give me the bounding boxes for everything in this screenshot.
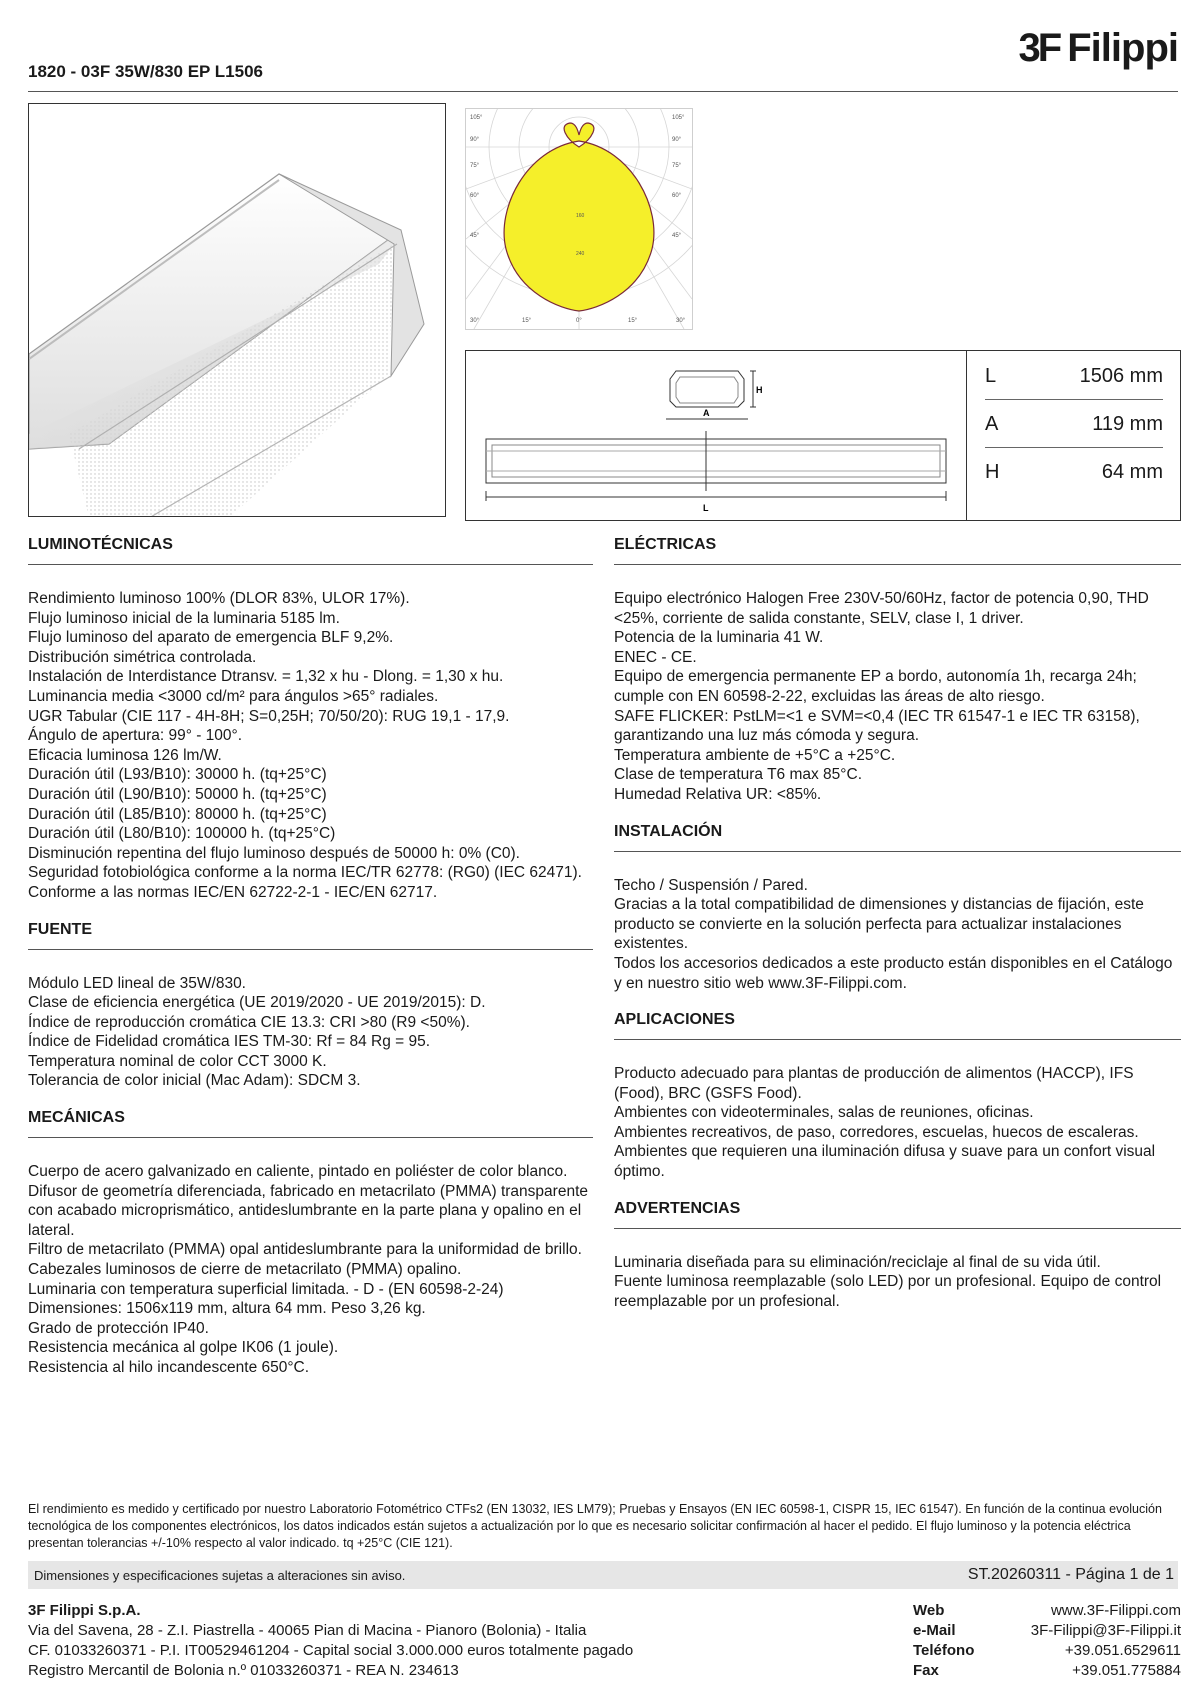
drawing-label-a: A — [703, 408, 710, 418]
spec-line: ENEC - CE. — [614, 648, 697, 666]
spec-line: Módulo LED lineal de 35W/830. — [28, 974, 246, 992]
spec-line: Duración útil (L80/B10): 100000 h. (tq+25°C) — [28, 825, 336, 843]
section-body — [614, 589, 1181, 805]
footer-bar — [28, 1561, 1178, 1589]
spec-line: Luminancia media <3000 cd/m² para ángulos >65° radiales. — [28, 687, 439, 705]
section-aplicaciones — [614, 1011, 1181, 1182]
spec-line: Duración útil (L93/B10): 30000 h. (tq+25°C) — [28, 766, 327, 784]
polar-angle-left-0: 105° — [470, 115, 483, 121]
dimension-key: A — [985, 413, 999, 435]
polar-bottom-2: 0° — [576, 318, 582, 324]
polar-angle-left-4: 45° — [470, 233, 480, 239]
spec-line: Cabezales luminosos de cierre de metacrilato (PMMA) opalino. — [28, 1261, 462, 1279]
spec-line: Conforme a las normas IEC/EN 62722-2-1 - IEC/EN 62717. — [28, 883, 438, 901]
spec-line: Ángulo de apertura: 99° - 100°. — [28, 727, 243, 745]
contact-phone: +39.051.6529611 — [1064, 1642, 1181, 1659]
section-luminotecnicas — [28, 536, 593, 903]
polar-angle-left-1: 90° — [470, 137, 480, 143]
spec-line: Rendimiento luminoso 100% (DLOR 83%, ULOR 17%). — [28, 590, 410, 607]
section-advertencias — [614, 1200, 1181, 1312]
spec-line: Clase de temperatura T6 max 85°C. — [614, 766, 862, 784]
polar-angle-left-3: 60° — [470, 193, 480, 199]
spec-line: Fuente luminosa reemplazable (solo LED) por un profesional. Equipo de control reemplazable por un profesional. — [614, 1273, 1162, 1310]
spec-line: Seguridad fotobiológica conforme a la norma IEC/TR 62778: (RG0) (IEC 62471). — [28, 864, 582, 882]
section-body — [28, 1162, 593, 1378]
contact-email-link[interactable]: 3F-Filippi@3F-Filippi.it — [1030, 1622, 1181, 1639]
contact-row-fax — [913, 1661, 1181, 1681]
spec-line: Grado de protección IP40. — [28, 1319, 209, 1337]
section-mecanicas — [28, 1109, 593, 1378]
company-fiscal: CF. 01033260371 - P.I. IT00529461204 - Capital social 3.000.000 euros totalmente pagado — [28, 1642, 634, 1659]
spec-line: Todos los accesorios dedicados a este producto están disponibles en el Catálogo y en nuestro sitio web www.3F-Filippi.com. — [614, 954, 1173, 992]
spec-line: UGR Tabular (CIE 117 - 4H-8H; S=0,25H; 70/50/20): RUG 19,1 - 17,9. — [28, 707, 510, 725]
section-fuente — [28, 921, 593, 1092]
dimension-row-width — [985, 399, 1163, 448]
section-body — [614, 876, 1181, 994]
dimension-value: 119 mm — [1092, 413, 1163, 435]
spec-line: Ambientes recreativos, de paso, corredores, escuelas, huecos de escaleras. — [614, 1123, 1139, 1141]
spec-line: Luminaria con temperatura superficial limitada. - D - (EN 60598-2-24) — [28, 1280, 504, 1298]
contact-web-link[interactable]: www.3F-Filippi.com — [1050, 1602, 1181, 1619]
spec-line: Disminución repentina del flujo luminoso después de 50000 h: 0% (C0). — [28, 844, 520, 862]
header-divider — [28, 91, 1178, 92]
dimension-value: 64 mm — [1101, 461, 1163, 483]
disclaimer-text: El rendimiento es medido y certificado por nuestro Laboratorio Fotométrico CTFs2 (EN 13032, IES LM79); Pruebas y Ensayos (EN IEC 60598-1, CISPR 15, IEC 61547). En función de la continua evolución tecnológica de los componentes electrónicos, los datos indicados están sujetos a actualización por lo que es necesario solicitar confirmación al hacer el pedido. El flujo luminoso y la potencia eléctrica presentan tolerancias +/-10% respecto al valor indicado. tq +25°C (CIE 121). — [28, 1502, 1162, 1550]
section-heading: FUENTE — [28, 921, 593, 950]
section-body — [28, 589, 593, 903]
spec-line: Ambientes que requieren una iluminación difusa y suave para un confort visual óptimo. — [614, 1143, 1156, 1181]
polar-angle-right-4: 45° — [672, 233, 682, 239]
spec-line: Equipo electrónico Halogen Free 230V-50/60Hz, factor de potencia 0,90, THD <25%, corriente de salida constante, SELV, clase I, 1 driver. — [614, 590, 1149, 627]
specs-notice: Dimensiones y especificaciones sujetas a alteraciones sin aviso. — [34, 1568, 406, 1583]
company-registry: Registro Mercantil de Bolonia n.º 01033260371 - REA N. 234613 — [28, 1662, 459, 1679]
spec-line: Clase de eficiencia energética (UE 2019/2020 - UE 2019/2015): D. — [28, 994, 486, 1012]
dimension-key: H — [985, 461, 1000, 483]
spec-line: Filtro de metacrilato (PMMA) opal antideslumbrante para la uniformidad de brillo. — [28, 1241, 582, 1259]
spec-line: Ambientes con videoterminales, salas de reuniones, oficinas. — [614, 1104, 1034, 1122]
polar-bottom-3: 15° — [628, 318, 638, 324]
spec-line: Cuerpo de acero galvanizado en caliente, pintado en poliéster de color blanco. — [28, 1163, 568, 1181]
spec-line: Producto adecuado para plantas de producción de alimentos (HACCP), IFS (Food), BRC (GSFS Food). — [614, 1065, 1134, 1102]
spec-line: Eficacia luminosa 126 lm/W. — [28, 746, 222, 764]
company-address: Via del Savena, 28 - Z.I. Piastrella - 40065 Pian di Macina - Pianoro (Bolonia) - Italia — [28, 1622, 587, 1639]
polar-angle-right-1: 90° — [672, 137, 682, 143]
contact-row-phone — [913, 1641, 1181, 1661]
contact-label: Web — [913, 1602, 945, 1619]
logo-mark: 3F — [1018, 26, 1060, 70]
spec-line: Equipo de emergencia permanente EP a bordo, autonomía 1h, recarga 24h; cumple con EN 60598-2-22, excluidas las áreas de alto riesgo. — [614, 668, 1137, 705]
dimensions-table — [966, 351, 1181, 520]
spec-line: Instalación de Interdistance Dtransv. = 1,32 x hu - Dlong. = 1,30 x hu. — [28, 668, 504, 686]
spec-line: Humedad Relativa UR: <85%. — [614, 785, 822, 803]
product-photo — [28, 103, 446, 517]
spec-line: Flujo luminoso inicial de la luminaria 5185 lm. — [28, 609, 340, 627]
document-title: 1820 - 03F 35W/830 EP L1506 — [28, 62, 264, 81]
right-column — [614, 536, 1181, 1329]
section-heading: LUMINOTÉCNICAS — [28, 536, 593, 565]
polar-angle-left-2: 75° — [470, 163, 480, 169]
spec-line: Distribución simétrica controlada. — [28, 648, 257, 666]
spec-line: Temperatura nominal de color CCT 3000 K. — [28, 1052, 327, 1070]
spec-line: Techo / Suspensión / Pared. — [614, 876, 808, 894]
section-body — [614, 1064, 1181, 1182]
polar-bottom-0: 30° — [470, 318, 480, 324]
company-info — [28, 1601, 633, 1681]
polar-radial-0: 160 — [576, 213, 585, 219]
spec-line: Resistencia mecánica al golpe IK06 (1 joule). — [28, 1339, 339, 1357]
document-code-page: ST.20260311 - Página 1 de 1 — [967, 1566, 1174, 1583]
contact-row-email — [913, 1621, 1181, 1641]
contact-row-web — [913, 1601, 1181, 1621]
contact-label: Teléfono — [913, 1642, 975, 1659]
section-heading: ELÉCTRICAS — [614, 536, 1181, 565]
polar-light-distribution-diagram — [465, 108, 693, 330]
section-instalacion — [614, 823, 1181, 994]
polar-bottom-4: 30° — [676, 318, 686, 324]
dimensions-panel — [465, 350, 1181, 521]
spec-line: Tolerancia de color inicial (Mac Adam): SDCM 3. — [28, 1072, 361, 1090]
section-heading: ADVERTENCIAS — [614, 1200, 1181, 1229]
spec-line: Duración útil (L90/B10): 50000 h. (tq+25°C) — [28, 785, 327, 803]
section-body — [614, 1253, 1181, 1312]
dimension-row-length — [985, 351, 1163, 400]
dimension-value: 1506 mm — [1079, 365, 1163, 387]
polar-radial-1: 240 — [576, 251, 585, 257]
spec-line: Flujo luminoso del aparato de emergencia BLF 9,2%. — [28, 629, 394, 647]
drawing-label-h: H — [756, 385, 763, 395]
spec-line: Dimensiones: 1506x119 mm, altura 64 mm. Peso 3,26 kg. — [28, 1300, 426, 1318]
section-heading: INSTALACIÓN — [614, 823, 1181, 852]
polar-angle-right-3: 60° — [672, 193, 682, 199]
dimension-key: L — [985, 365, 997, 387]
spec-line: Temperatura ambiente de +5°C a +25°C. — [614, 746, 896, 764]
spec-line: Índice de Fidelidad cromática IES TM-30: Rf = 84 Rg = 95. — [28, 1033, 431, 1051]
section-heading: APLICACIONES — [614, 1011, 1181, 1040]
spec-line: Índice de reproducción cromática CIE 13.3: CRI >80 (R9 <50%). — [28, 1013, 470, 1031]
contact-info — [913, 1601, 1181, 1681]
section-heading: MECÁNICAS — [28, 1109, 593, 1138]
company-name: 3F Filippi S.p.A. — [28, 1602, 141, 1619]
contact-label: Fax — [913, 1662, 939, 1679]
dimension-row-height — [985, 447, 1163, 495]
polar-angle-right-0: 105° — [672, 115, 685, 121]
spec-line: SAFE FLICKER: PstLM=<1 e SVM=<0,4 (IEC TR 61547-1 e IEC TR 63158), garantizando una luz más cómoda y segura. — [614, 707, 1140, 745]
polar-bottom-1: 15° — [522, 318, 532, 324]
section-electricas — [614, 536, 1181, 805]
brand-logo — [1019, 26, 1178, 70]
spec-line: Luminaria diseñada para su eliminación/reciclaje al final de su vida útil. — [614, 1253, 1101, 1271]
spec-line: Potencia de la luminaria 41 W. — [614, 629, 824, 647]
spec-line: Resistencia al hilo incandescente 650°C. — [28, 1359, 310, 1376]
polar-diagram-svg — [466, 109, 692, 329]
spec-line: Duración útil (L85/B10): 80000 h. (tq+25°C) — [28, 805, 327, 823]
dimension-drawing — [466, 351, 966, 520]
contact-label: e-Mail — [913, 1622, 956, 1639]
section-body — [28, 974, 593, 1092]
drawing-label-l: L — [703, 503, 709, 513]
spec-line: Gracias a la total compatibilidad de dimensiones y distancias de fijación, este producto se convierte en la solución perfecta para actualizar instalaciones existentes. — [614, 896, 1144, 953]
logo-name: Filippi — [1067, 26, 1178, 70]
left-column — [28, 536, 593, 1396]
product-image — [29, 104, 446, 517]
polar-angle-right-2: 75° — [672, 163, 682, 169]
contact-fax: +39.051.775884 — [1072, 1662, 1181, 1679]
spec-line: Difusor de geometría diferenciada, fabricado en metacrilato (PMMA) transparente con acabado microprismático, antideslumbrante en la parte plana y opalino en el lateral. — [28, 1182, 588, 1239]
